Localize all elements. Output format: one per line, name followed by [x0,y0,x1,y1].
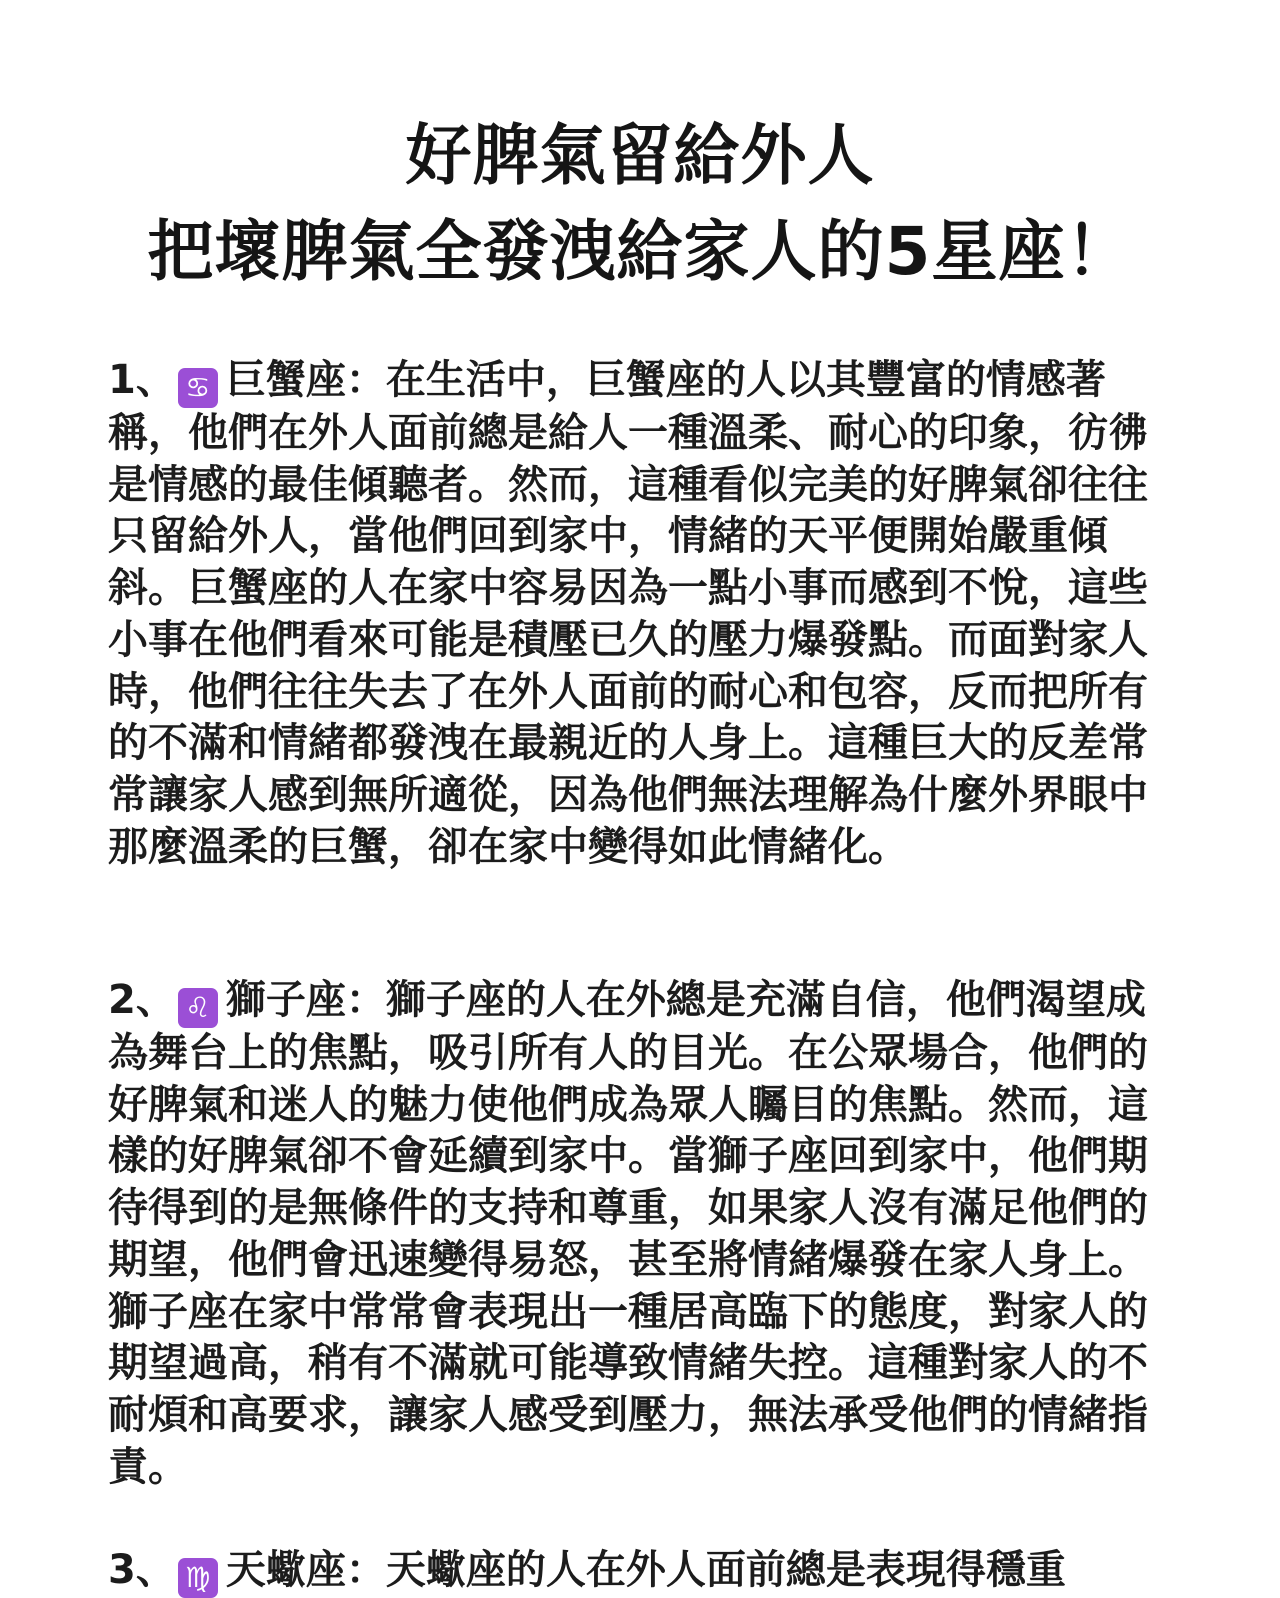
title-line-2: 把壞脾氣全發洩給家人的5星座！ [147,213,1133,290]
article-title [0,108,1280,300]
section-sign-name: 獅子座： [225,977,386,1023]
section-leo [108,975,1148,1493]
section-number: 2、 [108,977,176,1023]
section-sign-name: 巨蟹座： [225,357,386,403]
cancer-zodiac-icon: ♋ [178,368,218,408]
section-body: 在生活中，巨蟹座的人以其豐富的情感著稱，他們在外人面前總是給人一種溫柔、耐心的印象，彷彿是情感的最佳傾聽者。然而，這種看似完美的好脾氣卻往往只留給外人，當他們回到家中，情緒的天平便開始嚴重傾斜。巨蟹座的人在家中容易因為一點小事而感到不悅，這些小事在他們看來可能是積壓已久的壓力爆發點。而面對家人時，他們往往失去了在外人面前的耐心和包容，反而把所有的不滿和情緒都發洩在最親近的人身上。這種巨大的反差常常讓家人感到無所適從，因為他們無法理解為什麼外界眼中那麼溫柔的巨蟹，卻在家中變得如此情緒化。 [108,357,1148,870]
section-number: 1、 [108,357,176,403]
title-line-1: 好脾氣留給外人 [405,117,875,194]
section-body: 天蠍座的人在外人面前總是表現得穩重 [385,1547,1066,1593]
leo-zodiac-icon: ♌ [178,988,218,1028]
section-number: 3、 [108,1547,176,1593]
section-virgo [108,1545,1148,1598]
virgo-zodiac-icon: ♍ [178,1558,218,1598]
section-body: 獅子座的人在外總是充滿自信，他們渴望成為舞台上的焦點，吸引所有人的目光。在公眾場合，他們的好脾氣和迷人的魅力使他們成為眾人矚目的焦點。然而，這樣的好脾氣卻不會延續到家中。當獅子座回到家中，他們期待得到的是無條件的支持和尊重，如果家人沒有滿足他們的期望，他們會迅速變得易怒，甚至將情緒爆發在家人身上。獅子座在家中常常會表現出一種居高臨下的態度，對家人的期望過高，稍有不滿就可能導致情緒失控。這種對家人的不耐煩和高要求，讓家人感受到壓力，無法承受他們的情緒指責。 [108,977,1148,1490]
section-cancer [108,355,1148,873]
section-sign-name: 天蠍座： [225,1547,386,1593]
